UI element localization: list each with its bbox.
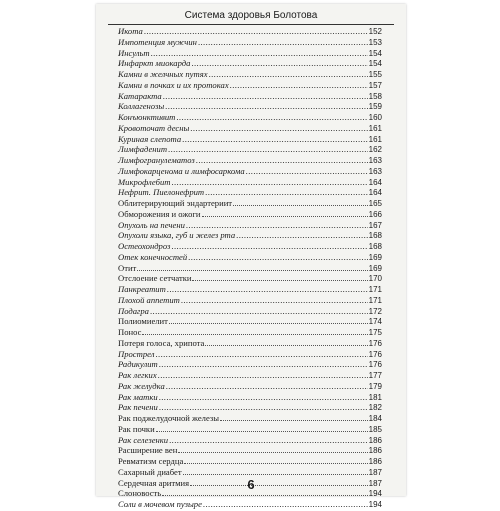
toc-entry-title: Полиомиелит: [118, 316, 168, 327]
toc-entry-page: 176: [368, 360, 382, 370]
toc-entry-title: Лимфаденит: [118, 144, 168, 155]
toc-entry: [118, 37, 382, 48]
dot-leader: [159, 359, 368, 370]
toc-entry: [118, 263, 382, 274]
toc-entry: [118, 338, 382, 349]
dot-leader: [198, 37, 368, 48]
toc-entry-title: Подагра: [118, 305, 149, 316]
toc-entry-page: 168: [368, 231, 382, 241]
toc-entry-title: Плохой аппетит: [118, 294, 180, 305]
dot-leader: [150, 306, 368, 317]
toc-entry: [118, 123, 382, 134]
toc-entry: [118, 456, 382, 467]
toc-entry-title: Рак желудка: [118, 380, 165, 391]
dot-leader: [171, 177, 367, 188]
dot-leader: [205, 187, 368, 198]
toc-entry: [118, 187, 382, 198]
dot-leader: [203, 499, 368, 510]
toc-entry: [118, 284, 382, 295]
toc-entry-title: Радикулит: [118, 359, 158, 370]
toc-entry: [118, 381, 382, 392]
toc-entry-page: 171: [368, 295, 382, 305]
toc-entry-title: Инфаркт миокарда: [118, 58, 191, 69]
toc-entry-page: 157: [368, 80, 382, 90]
toc-entry-page: 177: [368, 371, 382, 380]
dot-leader: [169, 435, 368, 446]
toc-entry-title: Инсульт: [118, 47, 150, 58]
page-number: 6: [247, 477, 255, 492]
toc-entry-page: 165: [368, 199, 382, 208]
toc-entry-page: 152: [368, 27, 382, 36]
toc-entry-page: 153: [368, 37, 382, 47]
toc-entry-title: Рак легких: [118, 370, 157, 380]
book-page: [96, 4, 406, 509]
toc-entry-page: 171: [368, 285, 382, 294]
toc-entry-page: 168: [368, 242, 382, 251]
toc-entry: [118, 198, 382, 209]
toc-entry-page: 194: [368, 489, 382, 499]
toc-entry-title: Рак селезенки: [118, 434, 169, 445]
dot-leader: [209, 69, 368, 80]
toc-entry: [118, 155, 382, 166]
toc-entry: [118, 112, 382, 123]
dot-leader: [171, 241, 367, 252]
dot-leader: [205, 338, 367, 346]
toc-entry-title: Сердечная аритмия: [118, 477, 190, 488]
toc-entry-title: Сахарный диабет: [118, 466, 182, 477]
toc-entry-page: 182: [368, 403, 382, 413]
toc-entry-page: 161: [368, 123, 382, 133]
toc-entry: [118, 91, 382, 102]
dot-leader: [230, 80, 368, 91]
toc-entry-page: 163: [368, 166, 382, 176]
dot-leader: [186, 220, 368, 231]
toc-entry-title: Рак матки: [118, 391, 158, 402]
toc-entry-title: Ревматизм сердца: [118, 456, 184, 466]
toc-entry-title: Куриная слепота: [118, 133, 182, 144]
toc-entry-title: Соли в мочевом пузыре: [118, 499, 202, 509]
toc-entry: [118, 134, 382, 145]
toc-entry-page: 169: [368, 252, 382, 262]
toc-entry-title: Опухоли языка, губ и желез рта: [118, 230, 236, 241]
toc-entry-page: 154: [368, 48, 382, 58]
toc-entry: [118, 26, 382, 37]
toc-entry-title: Нефрит. Пиелонефрит: [118, 187, 205, 198]
dot-leader: [192, 273, 367, 281]
toc-entry-page: 187: [368, 467, 382, 477]
toc-entry-title: Камни в желчных путях: [118, 69, 208, 79]
toc-entry: [118, 370, 382, 381]
toc-entry-page: 162: [368, 145, 382, 155]
dot-leader: [151, 48, 368, 59]
toc-entry: [118, 80, 382, 91]
toc-entry-page: 176: [368, 349, 382, 359]
toc-entry-title: Катаракта: [118, 90, 162, 101]
dot-leader: [159, 392, 368, 403]
toc-entry-page: 176: [368, 338, 382, 348]
toc-entry-page: 164: [368, 188, 382, 198]
toc-entry-title: Отслоение сетчатки: [118, 273, 192, 284]
dot-leader: [142, 327, 367, 335]
toc-entry: [118, 349, 382, 360]
dot-leader: [167, 284, 368, 295]
toc-entry-page: 169: [368, 263, 382, 273]
dot-leader: [181, 295, 368, 306]
toc-entry-title: Лимфогранулематоз: [118, 155, 195, 165]
toc-entry: [118, 144, 382, 155]
dot-leader: [163, 91, 368, 102]
dot-leader: [144, 26, 368, 37]
toc-entry: [118, 241, 382, 252]
toc-entry-title: Расширение вен: [118, 445, 178, 456]
dot-leader: [246, 166, 368, 177]
toc-entry-page: 175: [368, 328, 382, 337]
toc-entry: [118, 69, 382, 80]
toc-entry: [118, 101, 382, 112]
toc-entry: [118, 359, 382, 370]
toc-entry: [118, 209, 382, 220]
dot-leader: [202, 209, 368, 217]
dot-leader: [236, 230, 367, 241]
toc-entry-page: 154: [368, 59, 382, 69]
toc-entry-title: Кровоточат десны: [118, 122, 190, 133]
toc-entry: [118, 392, 382, 403]
dot-leader: [159, 402, 368, 413]
dot-leader: [178, 445, 367, 453]
toc-entry-page: 166: [368, 209, 382, 219]
dot-leader: [183, 467, 368, 475]
toc-entry-page: 194: [368, 500, 382, 509]
dot-leader: [220, 413, 368, 421]
toc-entry: [118, 252, 382, 263]
toc-entry: [118, 306, 382, 317]
toc-entry: [118, 316, 382, 327]
toc-entry: [118, 273, 382, 284]
dot-leader: [184, 456, 367, 464]
toc-entry-page: 159: [368, 102, 382, 112]
toc-entry-page: 167: [368, 220, 382, 230]
toc-entry-title: Лимфокарценома и лимфосаркома: [118, 165, 245, 176]
toc-entry-page: 186: [368, 446, 382, 456]
toc-entry-page: 163: [368, 156, 382, 165]
toc-entry-title: Конъюнктивит: [118, 112, 176, 122]
toc-entry-page: 184: [368, 414, 382, 423]
dot-leader: [158, 370, 368, 381]
toc-entry: [118, 58, 382, 69]
toc-entry-page: 170: [368, 274, 382, 284]
toc-entry-title: Прострел: [118, 348, 155, 359]
toc-entry: [118, 177, 382, 188]
toc-entry-page: 174: [368, 317, 382, 327]
toc-entry-page: 172: [368, 306, 382, 316]
toc-entry: [118, 402, 382, 413]
dot-leader: [165, 101, 367, 112]
dot-leader: [188, 252, 368, 263]
toc-entry-title: Слоновость: [118, 488, 162, 499]
toc-entry-page: 161: [368, 134, 382, 144]
toc-entry-title: Потеря голоса, хрипота: [118, 337, 205, 348]
toc-entry-title: Отек конечностей: [118, 251, 188, 262]
toc-entry: [118, 445, 382, 456]
dot-leader: [156, 424, 368, 432]
toc-entry-title: Микрофлебит: [118, 176, 171, 187]
toc-entry-page: 186: [368, 435, 382, 445]
toc-entry: [118, 435, 382, 446]
dot-leader: [155, 349, 367, 360]
toc-entry: [118, 220, 382, 231]
toc-entry-title: Рак печени: [118, 402, 158, 413]
running-header: Система здоровья Болотова: [108, 10, 394, 25]
dot-leader: [196, 155, 368, 166]
toc-entry-title: Отит: [118, 262, 137, 273]
toc-entry: [118, 424, 382, 435]
dot-leader: [176, 112, 367, 123]
dot-leader: [168, 144, 368, 155]
toc-entry-title: Импотенция мужчин: [118, 36, 197, 47]
toc-entry: [118, 166, 382, 177]
toc-entry-title: Камни в почках и их протоках: [118, 79, 229, 90]
toc-entry: [118, 499, 382, 510]
dot-leader: [233, 198, 368, 206]
toc-entry: [118, 327, 382, 338]
toc-entry-title: Облитерирующий эндартериит: [118, 198, 233, 208]
toc-entry-page: 155: [368, 70, 382, 79]
dot-leader: [137, 263, 367, 271]
table-of-contents: [118, 26, 382, 510]
toc-entry: [118, 413, 382, 424]
toc-entry: [118, 467, 382, 478]
toc-entry-page: 186: [368, 457, 382, 466]
toc-entry-title: Обморожения и ожоги: [118, 208, 201, 219]
toc-entry: [118, 295, 382, 306]
dot-leader: [182, 134, 368, 145]
toc-entry-title: Остеохондроз: [118, 241, 171, 251]
dot-leader: [166, 381, 368, 392]
dot-leader: [191, 58, 367, 69]
toc-entry-page: 160: [368, 113, 382, 122]
toc-entry-page: 164: [368, 177, 382, 187]
dot-leader: [169, 316, 368, 324]
toc-entry-title: Панкреатит: [118, 284, 166, 294]
dot-leader: [190, 123, 367, 134]
toc-entry: [118, 48, 382, 59]
toc-entry-title: Икота: [118, 26, 143, 36]
toc-entry-page: 181: [368, 392, 382, 402]
toc-entry-page: 179: [368, 381, 382, 391]
toc-entry-title: Опухоль на печени: [118, 219, 185, 230]
toc-entry-title: Понос: [118, 327, 142, 337]
toc-entry-page: 187: [368, 478, 382, 488]
toc-entry: [118, 230, 382, 241]
toc-entry-title: Коллагенозы: [118, 101, 165, 112]
toc-entry-title: Рак поджелудочной железы: [118, 413, 220, 423]
toc-entry-page: 185: [368, 424, 382, 434]
toc-entry-page: 158: [368, 91, 382, 101]
toc-entry-title: Рак почки: [118, 423, 155, 434]
